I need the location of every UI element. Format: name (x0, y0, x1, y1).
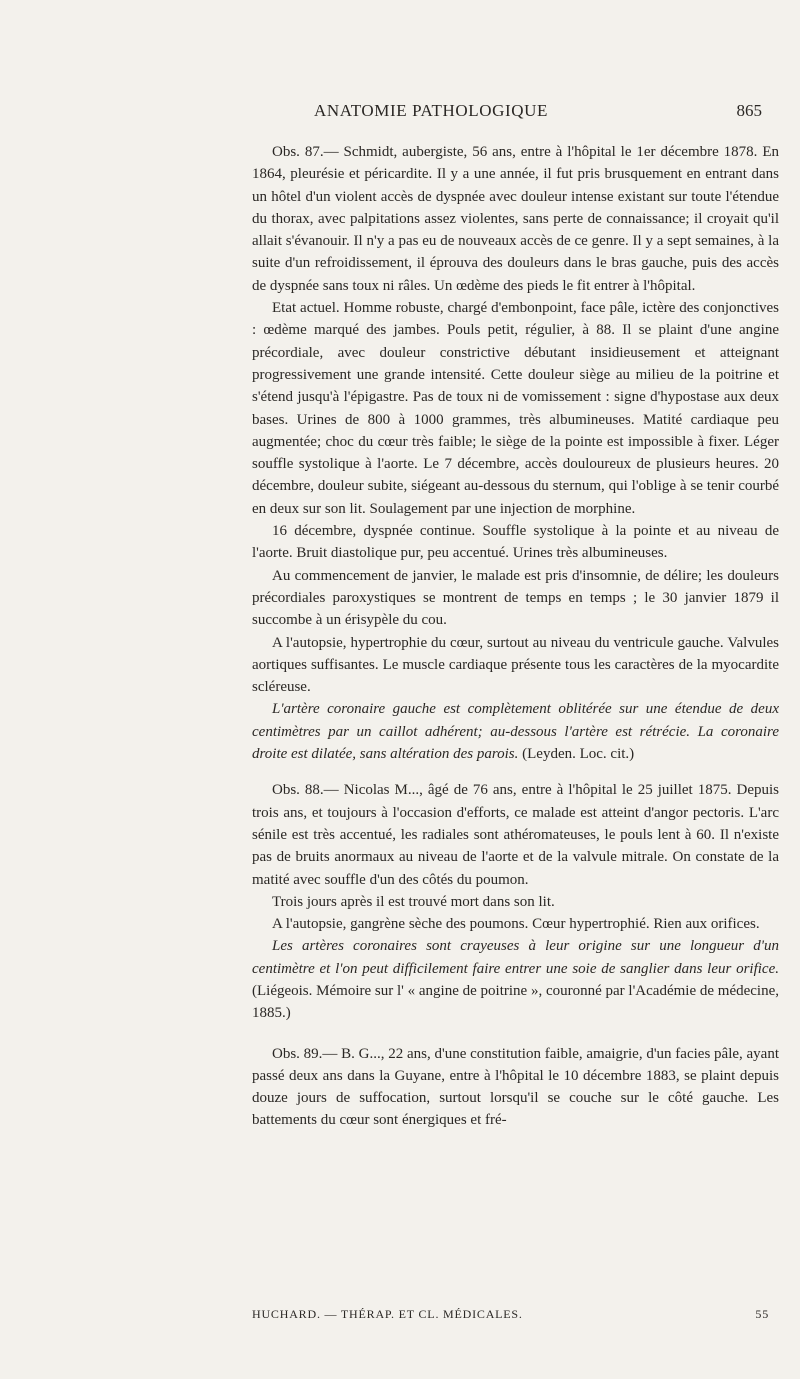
page-header (230, 101, 762, 129)
signature-mark: 55 (755, 1307, 769, 1321)
paragraph-autopsie-88: A l'autopsie, gangrène sèche des poumons. Cœur hypertrophié. Rien aux orifices. (272, 916, 760, 933)
running-title: ANATOMIE PATHOLOGIQUE (313, 101, 549, 120)
paragraph-autopsie-87: A l'autopsie, hypertrophie du cœur, surtout au niveau du ventricule gauche. Valvules aortiques suffisantes. Le muscle cardiaque présente tous les caractères de la myocardite scléreuse. (252, 634, 779, 696)
page-number: 865 (736, 101, 762, 120)
paragraph-16-decembre: 16 décembre, dyspnée continue. Souffle systolique à la pointe et au niveau de l'aorte. Bruit diastolique pur, peu accentué. Urines très albumineuses. (252, 523, 779, 562)
paragraph-coronaire-88 (252, 935, 779, 1024)
printer-signature: HUCHARD. — THÉRAP. ET CL. MÉDICALES. (252, 1307, 523, 1321)
body-text (252, 141, 779, 1132)
citation: (Liégeois. Mémoire sur l' « angine de poitrine », couronné par l'Académie de médecine, 1885.) (252, 982, 779, 1022)
paragraph-obs-88: Obs. 88.— Nicolas M..., âgé de 76 ans, entre à l'hôpital le 25 juillet 1875. Depuis trois ans, et toujours à l'occasion d'efforts, ce malade est atteint d'angor pectoris. L'arc sénile est très accentué, les radiales sont athéromateuses, le pouls lent à 60. Il n'existe pas de bruits anormaux au niveau de l'aorte et de la valvule mitrale. On constate de la matité avec souffle d'un des côtés du poumon. (252, 782, 779, 888)
italic-finding: L'artère coronaire gauche est complètement oblitérée sur une étendue de deux centimètres par un caillot adhérent; au-dessous l'artère est rétrécie. La coronaire droite est dilatée, sans altération des parois. (252, 701, 779, 763)
citation: (Leyden. Loc. cit.) (518, 746, 635, 763)
paragraph-etat-actuel: Etat actuel. Homme robuste, chargé d'embonpoint, face pâle, ictère des conjonctives : œdème marqué des jambes. Pouls petit, régulier, à 88. Il se plaint d'une angine précordiale, avec douleur constrictive débutant insidieusement et atteignant progressivement une grande intensité. Cette douleur siège au milieu de la poitrine et s'étend jusqu'à l'épigastre. Pas de toux ni de vomissement : signe d'hypostase aux deux bases. Urines de 800 à 1000 grammes, très albumineuses. Matité cardiaque peu augmentée; choc du cœur très faible; le siège de la pointe est impossible à fixer. Léger souffle systolique à l'aorte. Le 7 décembre, accès douloureux de plusieurs heures. 20 décembre, douleur subite, siégeant au-dessous du sternum, qui l'oblige à se tenir courbé en deux sur son lit. Soulagement par une injection de morphine. (252, 300, 779, 517)
italic-finding: Les artères coronaires sont crayeuses à leur origine sur une longueur d'un centimètre et l'on peut difficilement faire entrer une soie de sanglier dans leur orifice. (252, 938, 779, 977)
paragraph-obs-89: Obs. 89.— B. G..., 22 ans, d'une constitution faible, amaigrie, d'un facies pâle, ayant passé deux ans dans la Guyane, entre à l'hôpital le 10 décembre 1883, se plaint depuis douze jours de suffocation, surtout lorsqu'il se couche sur le côté gauche. Les battements du cœur sont énergiques et fré- (252, 1045, 779, 1129)
paragraph-coronaire-87 (252, 698, 779, 765)
paragraph-trois-jours: Trois jours après il est trouvé mort dans son lit. (272, 893, 555, 910)
paragraph-janvier: Au commencement de janvier, le malade est pris d'insomnie, de délire; les douleurs précordiales paroxystiques se montrent de temps en temps ; le 30 janvier 1879 il succombe à un érisypèle du cou. (252, 567, 779, 629)
paragraph-obs-87: Obs. 87.— Schmidt, aubergiste, 56 ans, entre à l'hôpital le 1er décembre 1878. En 1864, pleurésie et péricardite. Il y a une année, il fut pris brusquement en entrant dans un hôtel d'un violent accès de dyspnée avec douleur intense existant sur toute l'étendue du thorax, avec palpitations assez violentes, sans perte de connaissance; il croyait qu'il allait s'évanouir. Il n'y a pas eu de nouveaux accès de ce genre. Il y a sept semaines, à la suite d'un refroidissement, il éprouva des douleurs dans le bras gauche, puis des accès de dyspnée sans toux ni râles. Un œdème des pieds le fit entrer à l'hôpital. (252, 144, 779, 294)
